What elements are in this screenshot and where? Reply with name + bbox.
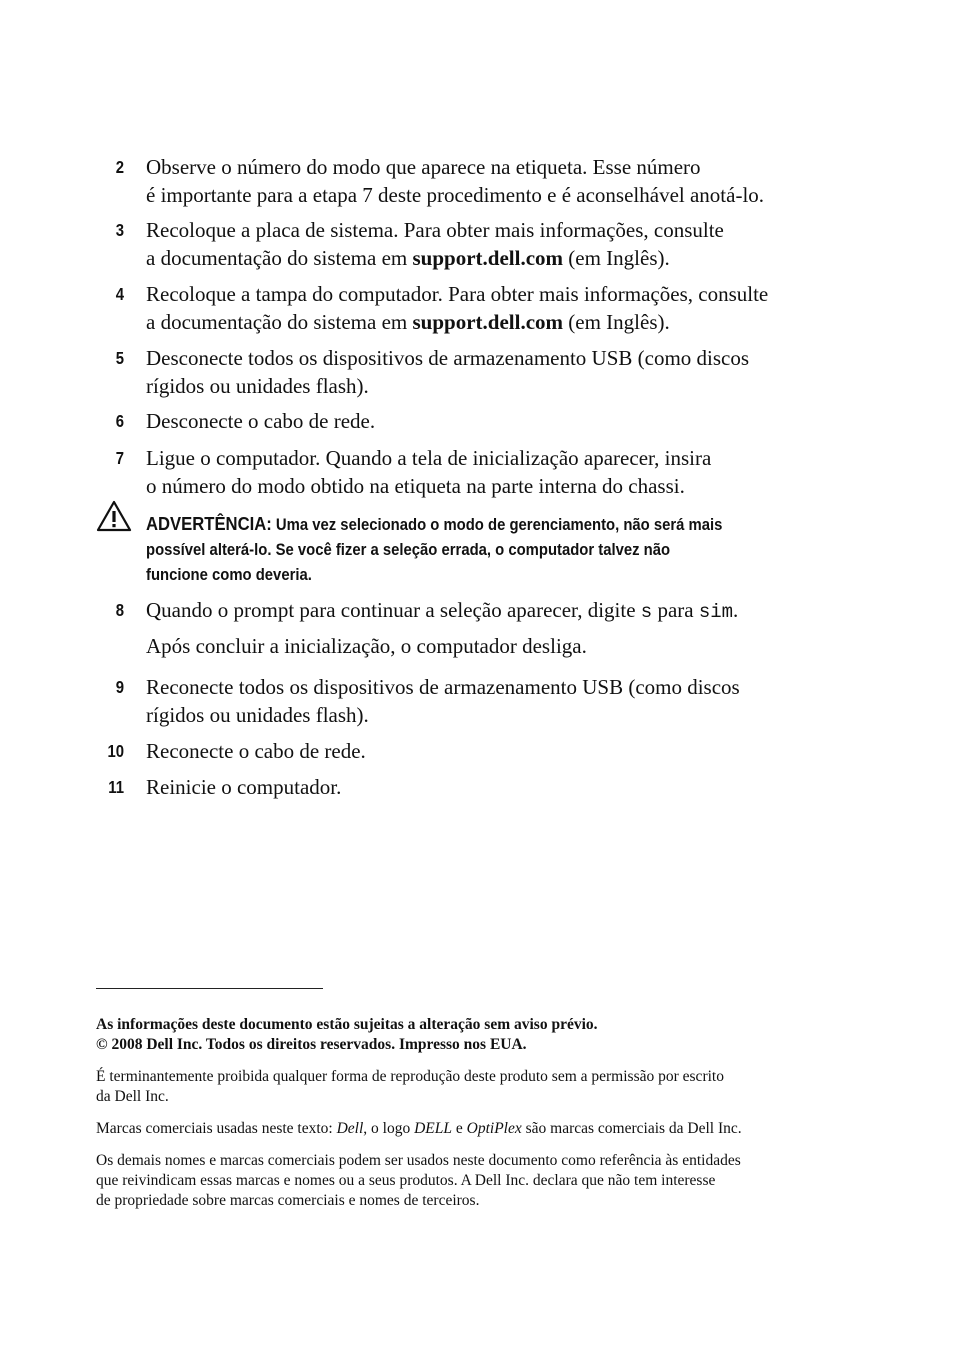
step-text-line: rígidos ou unidades flash). bbox=[146, 702, 369, 727]
trademarks-text: Marcas comerciais usadas neste texto: bbox=[96, 1120, 337, 1137]
step-text-line bbox=[146, 597, 866, 627]
step-text: (em Inglês). bbox=[563, 309, 670, 334]
footer-notice bbox=[96, 1015, 826, 1055]
footer-divider bbox=[96, 988, 323, 989]
trademark-dell: Dell bbox=[336, 1120, 364, 1137]
reproduction-line: da Dell Inc. bbox=[96, 1088, 169, 1105]
step-text: a documentação do sistema em bbox=[146, 309, 413, 334]
notice-line: As informações deste documento estão sujeitas a alteração sem aviso prévio. bbox=[96, 1016, 598, 1033]
step-number: 3 bbox=[115, 220, 124, 240]
trademark-optiplex: OptiPlex bbox=[466, 1120, 522, 1137]
step-text-line: Desconecte o cabo de rede. bbox=[146, 409, 376, 433]
step-text-line: o número do modo obtido na etiqueta na parte interna do chassi. bbox=[146, 473, 685, 498]
code-word: sim bbox=[698, 601, 734, 623]
warning-label: ADVERTÊNCIA: bbox=[146, 513, 272, 534]
trademarks-line bbox=[96, 1119, 826, 1139]
trademarks-text: e bbox=[452, 1120, 467, 1137]
code-key: s bbox=[640, 601, 653, 623]
footer-trademarks bbox=[96, 1119, 826, 1139]
step-text-line: Recoloque a placa de sistema. Para obter mais informações, consulte bbox=[146, 218, 724, 242]
step-text-line: Recoloque a tampa do computador. Para obter mais informações, consulte bbox=[146, 282, 769, 306]
step-text-line: Reinicie o computador. bbox=[146, 775, 342, 799]
step-text-line: rígidos ou unidades flash). bbox=[146, 373, 369, 398]
others-line: Os demais nomes e marcas comerciais podem ser usados neste documento como referência às entidades bbox=[96, 1152, 741, 1169]
copyright-line: © 2008 Dell Inc. Todos os direitos reservados. Impresso nos EUA. bbox=[96, 1036, 527, 1053]
step-number: 9 bbox=[115, 677, 124, 697]
step-number: 10 bbox=[107, 741, 124, 761]
step-number: 11 bbox=[108, 777, 124, 797]
step-number: 7 bbox=[115, 448, 124, 468]
step-text: . bbox=[733, 598, 739, 622]
step-text: a documentação do sistema em bbox=[146, 245, 413, 270]
trademark-dell-logo: DELL bbox=[414, 1120, 452, 1137]
step-number: 2 bbox=[115, 157, 124, 177]
warning-line: funcione como deveria. bbox=[146, 566, 312, 584]
step-text-line bbox=[146, 309, 866, 337]
step-text: para bbox=[652, 598, 699, 622]
warning-text: Uma vez selecionado o modo de gerenciamento, não será mais bbox=[271, 516, 723, 534]
footer-reproduction bbox=[96, 1067, 826, 1107]
support-link: support.dell.com bbox=[412, 309, 564, 334]
step-number: 5 bbox=[115, 348, 124, 368]
trademarks-text: são marcas comerciais da Dell Inc. bbox=[521, 1120, 742, 1137]
step-text-line bbox=[146, 245, 866, 273]
footer-other-trademarks bbox=[96, 1151, 826, 1211]
step-text-line: Ligue o computador. Quando a tela de inicialização aparecer, insira bbox=[146, 446, 712, 470]
step-text-line: Observe o número do modo que aparece na etiqueta. Esse número bbox=[146, 155, 701, 179]
support-link: support.dell.com bbox=[412, 245, 564, 270]
warning-line: possível alterá-lo. Se você fizer a seleção errada, o computador talvez não bbox=[146, 541, 671, 559]
step-number: 8 bbox=[115, 600, 124, 620]
step-number: 4 bbox=[115, 284, 124, 304]
step-text-line: Reconecte o cabo de rede. bbox=[146, 739, 366, 763]
step-number: 6 bbox=[115, 411, 124, 431]
others-line: de propriedade sobre marcas comerciais e nomes de terceiros. bbox=[96, 1192, 480, 1209]
trademarks-text: , o logo bbox=[363, 1120, 415, 1137]
warning-line bbox=[146, 511, 776, 538]
step-8-note: Após concluir a inicialização, o computador desliga. bbox=[146, 634, 587, 658]
step-text: (em Inglês). bbox=[563, 245, 670, 270]
step-text-line: Desconecte todos os dispositivos de armazenamento USB (como discos bbox=[146, 346, 750, 370]
step-text-line: é importante para a etapa 7 deste procedimento e é aconselhável anotá-lo. bbox=[146, 182, 765, 207]
others-line: que reivindicam essas marcas e nomes ou a seus produtos. A Dell Inc. declara que não tem interesse bbox=[96, 1172, 716, 1189]
reproduction-line: É terminantemente proibida qualquer forma de reprodução deste produto sem a permissão por escrito bbox=[96, 1068, 724, 1085]
warning-triangle-icon bbox=[96, 500, 132, 532]
step-text-line: Reconecte todos os dispositivos de armazenamento USB (como discos bbox=[146, 675, 740, 699]
step-text: Quando o prompt para continuar a seleção aparecer, digite bbox=[146, 598, 641, 622]
